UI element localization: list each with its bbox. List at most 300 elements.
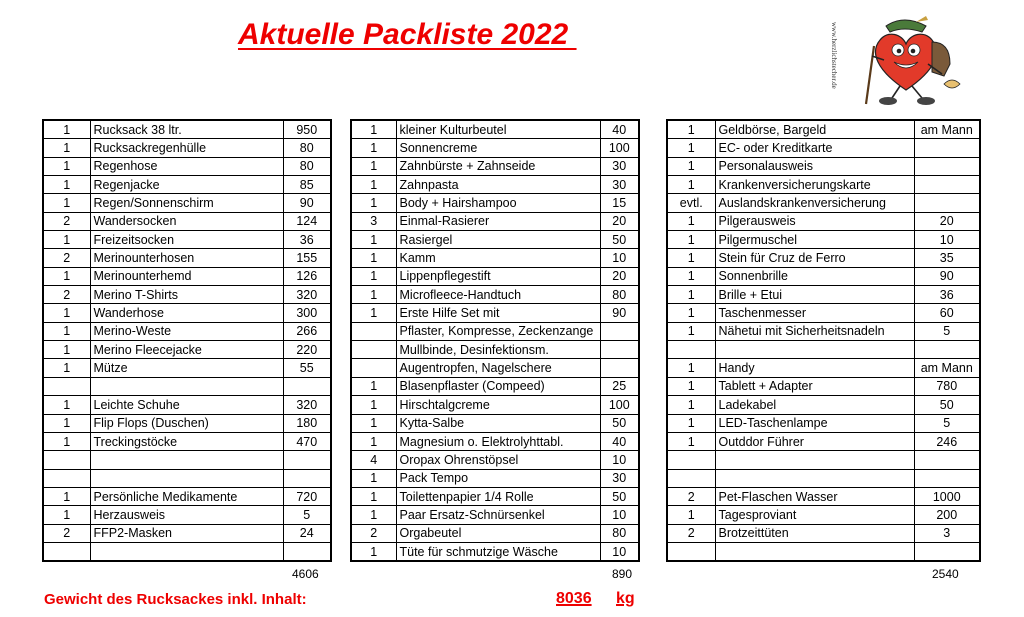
item-cell: Einmal-Rasierer <box>396 212 600 230</box>
quantity-cell: 1 <box>667 176 715 194</box>
weight-cell <box>914 469 980 487</box>
logo-image <box>826 12 966 110</box>
item-cell: Pflaster, Kompresse, Zeckenzange <box>396 322 600 340</box>
item-cell: Zahnbürste + Zahnseide <box>396 157 600 175</box>
quantity-cell <box>43 451 90 469</box>
quantity-cell: 1 <box>667 377 715 395</box>
item-cell: Blasenpflaster (Compeed) <box>396 377 600 395</box>
table-row <box>351 341 639 359</box>
table-row <box>667 377 980 395</box>
table-row <box>351 267 639 285</box>
weight-cell: 220 <box>283 341 331 359</box>
table-row <box>667 304 980 322</box>
quantity-cell: 1 <box>43 487 90 505</box>
item-cell <box>715 542 914 561</box>
packlist-table-3 <box>666 119 981 562</box>
weight-cell: am Mann <box>914 120 980 139</box>
item-cell: Rucksack 38 ltr. <box>90 120 283 139</box>
table-row <box>351 487 639 505</box>
table-row <box>43 304 331 322</box>
quantity-cell: 1 <box>43 157 90 175</box>
weight-cell: 60 <box>914 304 980 322</box>
table-row <box>667 139 980 157</box>
item-cell: Regen/Sonnenschirm <box>90 194 283 212</box>
quantity-cell: 1 <box>351 414 396 432</box>
weight-cell <box>914 194 980 212</box>
item-cell: Hirschtalgcreme <box>396 396 600 414</box>
quantity-cell: 1 <box>351 396 396 414</box>
table-row <box>667 194 980 212</box>
weight-cell <box>914 542 980 561</box>
weight-cell: 5 <box>914 322 980 340</box>
weight-cell: 780 <box>914 377 980 395</box>
weight-cell: 80 <box>283 139 331 157</box>
weight-cell: 20 <box>600 212 639 230</box>
table-row <box>43 194 331 212</box>
weight-cell: 300 <box>283 304 331 322</box>
item-cell: Pilgerausweis <box>715 212 914 230</box>
quantity-cell <box>351 322 396 340</box>
table-row <box>351 157 639 175</box>
quantity-cell: evtl. <box>667 194 715 212</box>
footer-unit: kg <box>616 590 635 607</box>
item-cell: Brille + Etui <box>715 286 914 304</box>
weight-cell: 10 <box>914 231 980 249</box>
weight-cell: 90 <box>600 304 639 322</box>
item-cell: Geldbörse, Bargeld <box>715 120 914 139</box>
quantity-cell: 2 <box>351 524 396 542</box>
item-cell: Auslandskrankenversicherung <box>715 194 914 212</box>
quantity-cell <box>667 469 715 487</box>
table-row <box>667 212 980 230</box>
table-row <box>667 359 980 377</box>
item-cell: Rucksackregenhülle <box>90 139 283 157</box>
weight-cell: 15 <box>600 194 639 212</box>
item-cell: Outddor Führer <box>715 432 914 450</box>
item-cell: Sonnencreme <box>396 139 600 157</box>
weight-cell <box>600 322 639 340</box>
quantity-cell: 1 <box>351 249 396 267</box>
quantity-cell: 2 <box>43 212 90 230</box>
quantity-cell: 1 <box>43 359 90 377</box>
item-cell <box>90 451 283 469</box>
item-cell: Tüte für schmutzige Wäsche <box>396 542 600 561</box>
item-cell: Magnesium o. Elektrolyhttabl. <box>396 432 600 450</box>
item-cell <box>715 469 914 487</box>
weight-cell <box>914 176 980 194</box>
weight-cell: 50 <box>914 396 980 414</box>
table-row <box>351 286 639 304</box>
quantity-cell: 1 <box>43 304 90 322</box>
item-cell <box>90 469 283 487</box>
svg-text:www.herzlichstecher.de: www.herzlichstecher.de <box>830 22 838 89</box>
item-cell: Persönliche Medikamente <box>90 487 283 505</box>
table-row <box>43 249 331 267</box>
table-row <box>43 487 331 505</box>
item-cell: Freizeitsocken <box>90 231 283 249</box>
item-cell: Personalausweis <box>715 157 914 175</box>
table-row <box>667 487 980 505</box>
quantity-cell: 1 <box>43 432 90 450</box>
table-row <box>43 542 331 561</box>
table-3-total: 2540 <box>932 567 959 581</box>
quantity-cell: 1 <box>667 267 715 285</box>
weight-cell: 20 <box>600 267 639 285</box>
table-row <box>351 304 639 322</box>
table-row <box>351 359 639 377</box>
table-row <box>351 524 639 542</box>
table-row <box>351 377 639 395</box>
item-cell: Flip Flops (Duschen) <box>90 414 283 432</box>
item-cell: Toilettenpapier 1/4 Rolle <box>396 487 600 505</box>
table-row <box>43 212 331 230</box>
table-row <box>667 341 980 359</box>
table-row <box>43 451 331 469</box>
table-row <box>667 322 980 340</box>
quantity-cell: 1 <box>43 194 90 212</box>
table-row <box>351 414 639 432</box>
quantity-cell: 1 <box>351 120 396 139</box>
quantity-cell: 1 <box>351 542 396 561</box>
weight-cell: 320 <box>283 396 331 414</box>
item-cell: Pet-Flaschen Wasser <box>715 487 914 505</box>
quantity-cell: 1 <box>43 414 90 432</box>
table-row <box>351 432 639 450</box>
item-cell: Merino T-Shirts <box>90 286 283 304</box>
quantity-cell: 1 <box>667 506 715 524</box>
quantity-cell: 1 <box>43 322 90 340</box>
item-cell: Pilgermuschel <box>715 231 914 249</box>
weight-cell: 30 <box>600 469 639 487</box>
quantity-cell: 1 <box>43 506 90 524</box>
quantity-cell <box>667 451 715 469</box>
weight-cell <box>914 157 980 175</box>
table-row <box>43 359 331 377</box>
table-row <box>43 396 331 414</box>
weight-cell: 180 <box>283 414 331 432</box>
quantity-cell: 1 <box>351 487 396 505</box>
item-cell: Mütze <box>90 359 283 377</box>
weight-cell: 50 <box>600 487 639 505</box>
item-cell <box>90 377 283 395</box>
packlist-table-2 <box>350 119 640 562</box>
weight-cell: 1000 <box>914 487 980 505</box>
quantity-cell: 1 <box>351 157 396 175</box>
item-cell: Zahnpasta <box>396 176 600 194</box>
quantity-cell: 1 <box>351 176 396 194</box>
weight-cell: 10 <box>600 249 639 267</box>
weight-cell: 90 <box>283 194 331 212</box>
item-cell <box>90 542 283 561</box>
item-cell: Wandersocken <box>90 212 283 230</box>
table-row <box>351 506 639 524</box>
weight-cell: 5 <box>283 506 331 524</box>
quantity-cell: 1 <box>351 286 396 304</box>
quantity-cell: 1 <box>351 267 396 285</box>
quantity-cell: 4 <box>351 451 396 469</box>
table-row <box>667 414 980 432</box>
quantity-cell: 1 <box>351 304 396 322</box>
quantity-cell: 1 <box>667 322 715 340</box>
item-cell: Regenhose <box>90 157 283 175</box>
quantity-cell: 1 <box>351 231 396 249</box>
table-row <box>43 341 331 359</box>
quantity-cell: 1 <box>351 377 396 395</box>
table-row <box>351 469 639 487</box>
table-row <box>43 506 331 524</box>
weight-cell: 5 <box>914 414 980 432</box>
item-cell: Brotzeittüten <box>715 524 914 542</box>
quantity-cell <box>351 341 396 359</box>
weight-cell: 10 <box>600 451 639 469</box>
weight-cell: 100 <box>600 139 639 157</box>
table-row <box>43 231 331 249</box>
item-cell: Kamm <box>396 249 600 267</box>
item-cell: Taschenmesser <box>715 304 914 322</box>
weight-cell <box>283 377 331 395</box>
quantity-cell: 1 <box>351 194 396 212</box>
quantity-cell: 2 <box>43 249 90 267</box>
item-cell: Merinounterhosen <box>90 249 283 267</box>
item-cell: Rasiergel <box>396 231 600 249</box>
table-row <box>351 322 639 340</box>
item-cell: Tablett + Adapter <box>715 377 914 395</box>
item-cell: FFP2-Masken <box>90 524 283 542</box>
weight-cell: 155 <box>283 249 331 267</box>
quantity-cell: 2 <box>43 286 90 304</box>
quantity-cell <box>351 359 396 377</box>
item-cell: Oropax Ohrenstöpsel <box>396 451 600 469</box>
table-row <box>43 157 331 175</box>
table-1-total: 4606 <box>292 567 319 581</box>
weight-cell: 35 <box>914 249 980 267</box>
weight-cell: 30 <box>600 176 639 194</box>
weight-cell: 246 <box>914 432 980 450</box>
item-cell: Erste Hilfe Set mit <box>396 304 600 322</box>
table-row <box>351 231 639 249</box>
weight-cell: 24 <box>283 524 331 542</box>
quantity-cell: 1 <box>667 286 715 304</box>
weight-cell: 50 <box>600 414 639 432</box>
weight-cell: 20 <box>914 212 980 230</box>
quantity-cell <box>43 469 90 487</box>
table-row <box>667 267 980 285</box>
item-cell: Herzausweis <box>90 506 283 524</box>
item-cell: Merino-Weste <box>90 322 283 340</box>
table-row <box>351 212 639 230</box>
table-row <box>667 542 980 561</box>
table-row <box>667 432 980 450</box>
table-row <box>351 396 639 414</box>
weight-cell: 266 <box>283 322 331 340</box>
quantity-cell: 1 <box>43 396 90 414</box>
weight-cell: 50 <box>600 231 639 249</box>
quantity-cell: 1 <box>43 267 90 285</box>
quantity-cell: 1 <box>667 359 715 377</box>
item-cell: Mullbinde, Desinfektionsm. <box>396 341 600 359</box>
item-cell: Nähetui mit Sicherheitsnadeln <box>715 322 914 340</box>
table-row <box>667 396 980 414</box>
weight-cell: 80 <box>600 524 639 542</box>
table-row <box>667 286 980 304</box>
weight-cell: 10 <box>600 542 639 561</box>
item-cell: Body + Hairshampoo <box>396 194 600 212</box>
table-row <box>43 120 331 139</box>
item-cell: Augentropfen, Nagelschere <box>396 359 600 377</box>
weight-cell: 30 <box>600 157 639 175</box>
weight-cell <box>283 542 331 561</box>
table-2-total: 890 <box>612 567 633 581</box>
table-row <box>667 524 980 542</box>
item-cell: Microfleece-Handtuch <box>396 286 600 304</box>
table-row <box>43 524 331 542</box>
quantity-cell <box>667 542 715 561</box>
weight-cell: 85 <box>283 176 331 194</box>
weight-cell: 3 <box>914 524 980 542</box>
quantity-cell: 1 <box>351 432 396 450</box>
quantity-cell <box>43 542 90 561</box>
weight-cell: 950 <box>283 120 331 139</box>
weight-cell: 25 <box>600 377 639 395</box>
table-row <box>43 139 331 157</box>
weight-cell: 36 <box>283 231 331 249</box>
table-row <box>351 139 639 157</box>
weight-cell: 320 <box>283 286 331 304</box>
table-row <box>667 451 980 469</box>
weight-cell <box>914 139 980 157</box>
weight-cell: 55 <box>283 359 331 377</box>
weight-cell: 90 <box>914 267 980 285</box>
weight-cell <box>283 451 331 469</box>
weight-cell: am Mann <box>914 359 980 377</box>
item-cell <box>715 451 914 469</box>
table-row <box>43 176 331 194</box>
page-title: Aktuelle Packliste 2022 <box>238 18 577 51</box>
quantity-cell: 1 <box>667 231 715 249</box>
quantity-cell: 1 <box>667 396 715 414</box>
item-cell: Wanderhose <box>90 304 283 322</box>
item-cell: EC- oder Kreditkarte <box>715 139 914 157</box>
quantity-cell: 1 <box>351 506 396 524</box>
table-row <box>43 432 331 450</box>
weight-cell: 40 <box>600 120 639 139</box>
quantity-cell: 1 <box>667 157 715 175</box>
quantity-cell <box>43 377 90 395</box>
weight-cell <box>914 451 980 469</box>
weight-cell: 124 <box>283 212 331 230</box>
item-cell: Krankenversicherungskarte <box>715 176 914 194</box>
item-cell: Paar Ersatz-Schnürsenkel <box>396 506 600 524</box>
table-row <box>351 542 639 561</box>
table-row <box>667 469 980 487</box>
quantity-cell: 3 <box>351 212 396 230</box>
item-cell: Tagesproviant <box>715 506 914 524</box>
table-row <box>351 249 639 267</box>
weight-cell <box>283 469 331 487</box>
weight-cell: 40 <box>600 432 639 450</box>
quantity-cell: 1 <box>667 212 715 230</box>
quantity-cell <box>667 341 715 359</box>
quantity-cell: 1 <box>43 176 90 194</box>
packlist-table-1 <box>42 119 332 562</box>
table-row <box>667 157 980 175</box>
footer-total-weight: 8036 <box>556 590 592 607</box>
quantity-cell: 1 <box>667 249 715 267</box>
table-row <box>667 506 980 524</box>
weight-cell: 470 <box>283 432 331 450</box>
table-row <box>43 267 331 285</box>
item-cell: Lippenpflegestift <box>396 267 600 285</box>
item-cell: Handy <box>715 359 914 377</box>
item-cell: Leichte Schuhe <box>90 396 283 414</box>
weight-cell <box>600 341 639 359</box>
table-row <box>667 231 980 249</box>
item-cell: kleiner Kulturbeutel <box>396 120 600 139</box>
item-cell: Kytta-Salbe <box>396 414 600 432</box>
quantity-cell: 1 <box>351 139 396 157</box>
table-row <box>667 176 980 194</box>
table-row <box>43 286 331 304</box>
item-cell: Pack Tempo <box>396 469 600 487</box>
quantity-cell: 1 <box>667 414 715 432</box>
weight-cell: 100 <box>600 396 639 414</box>
quantity-cell: 1 <box>43 120 90 139</box>
table-row <box>667 249 980 267</box>
footer-label: Gewicht des Rucksackes inkl. Inhalt: <box>44 591 307 608</box>
table-row <box>351 120 639 139</box>
item-cell: LED-Taschenlampe <box>715 414 914 432</box>
weight-cell: 10 <box>600 506 639 524</box>
item-cell: Sonnenbrille <box>715 267 914 285</box>
item-cell: Merinounterhemd <box>90 267 283 285</box>
weight-cell: 720 <box>283 487 331 505</box>
weight-cell: 80 <box>283 157 331 175</box>
quantity-cell: 1 <box>667 432 715 450</box>
weight-cell: 126 <box>283 267 331 285</box>
table-row <box>351 451 639 469</box>
item-cell: Ladekabel <box>715 396 914 414</box>
quantity-cell: 2 <box>667 487 715 505</box>
table-row <box>43 322 331 340</box>
table-row <box>43 469 331 487</box>
weight-cell: 80 <box>600 286 639 304</box>
weight-cell <box>914 341 980 359</box>
table-row <box>351 194 639 212</box>
table-row <box>351 176 639 194</box>
item-cell <box>715 341 914 359</box>
item-cell: Regenjacke <box>90 176 283 194</box>
weight-cell <box>600 359 639 377</box>
weight-cell: 36 <box>914 286 980 304</box>
item-cell: Treckingstöcke <box>90 432 283 450</box>
table-row <box>667 120 980 139</box>
quantity-cell: 1 <box>667 304 715 322</box>
quantity-cell: 1 <box>667 120 715 139</box>
quantity-cell: 1 <box>667 139 715 157</box>
quantity-cell: 1 <box>43 231 90 249</box>
quantity-cell: 2 <box>43 524 90 542</box>
quantity-cell: 1 <box>43 341 90 359</box>
item-cell: Stein für Cruz de Ferro <box>715 249 914 267</box>
quantity-cell: 1 <box>43 139 90 157</box>
quantity-cell: 1 <box>351 469 396 487</box>
weight-cell: 200 <box>914 506 980 524</box>
item-cell: Orgabeutel <box>396 524 600 542</box>
item-cell: Merino Fleecejacke <box>90 341 283 359</box>
table-row <box>43 377 331 395</box>
quantity-cell: 2 <box>667 524 715 542</box>
table-row <box>43 414 331 432</box>
